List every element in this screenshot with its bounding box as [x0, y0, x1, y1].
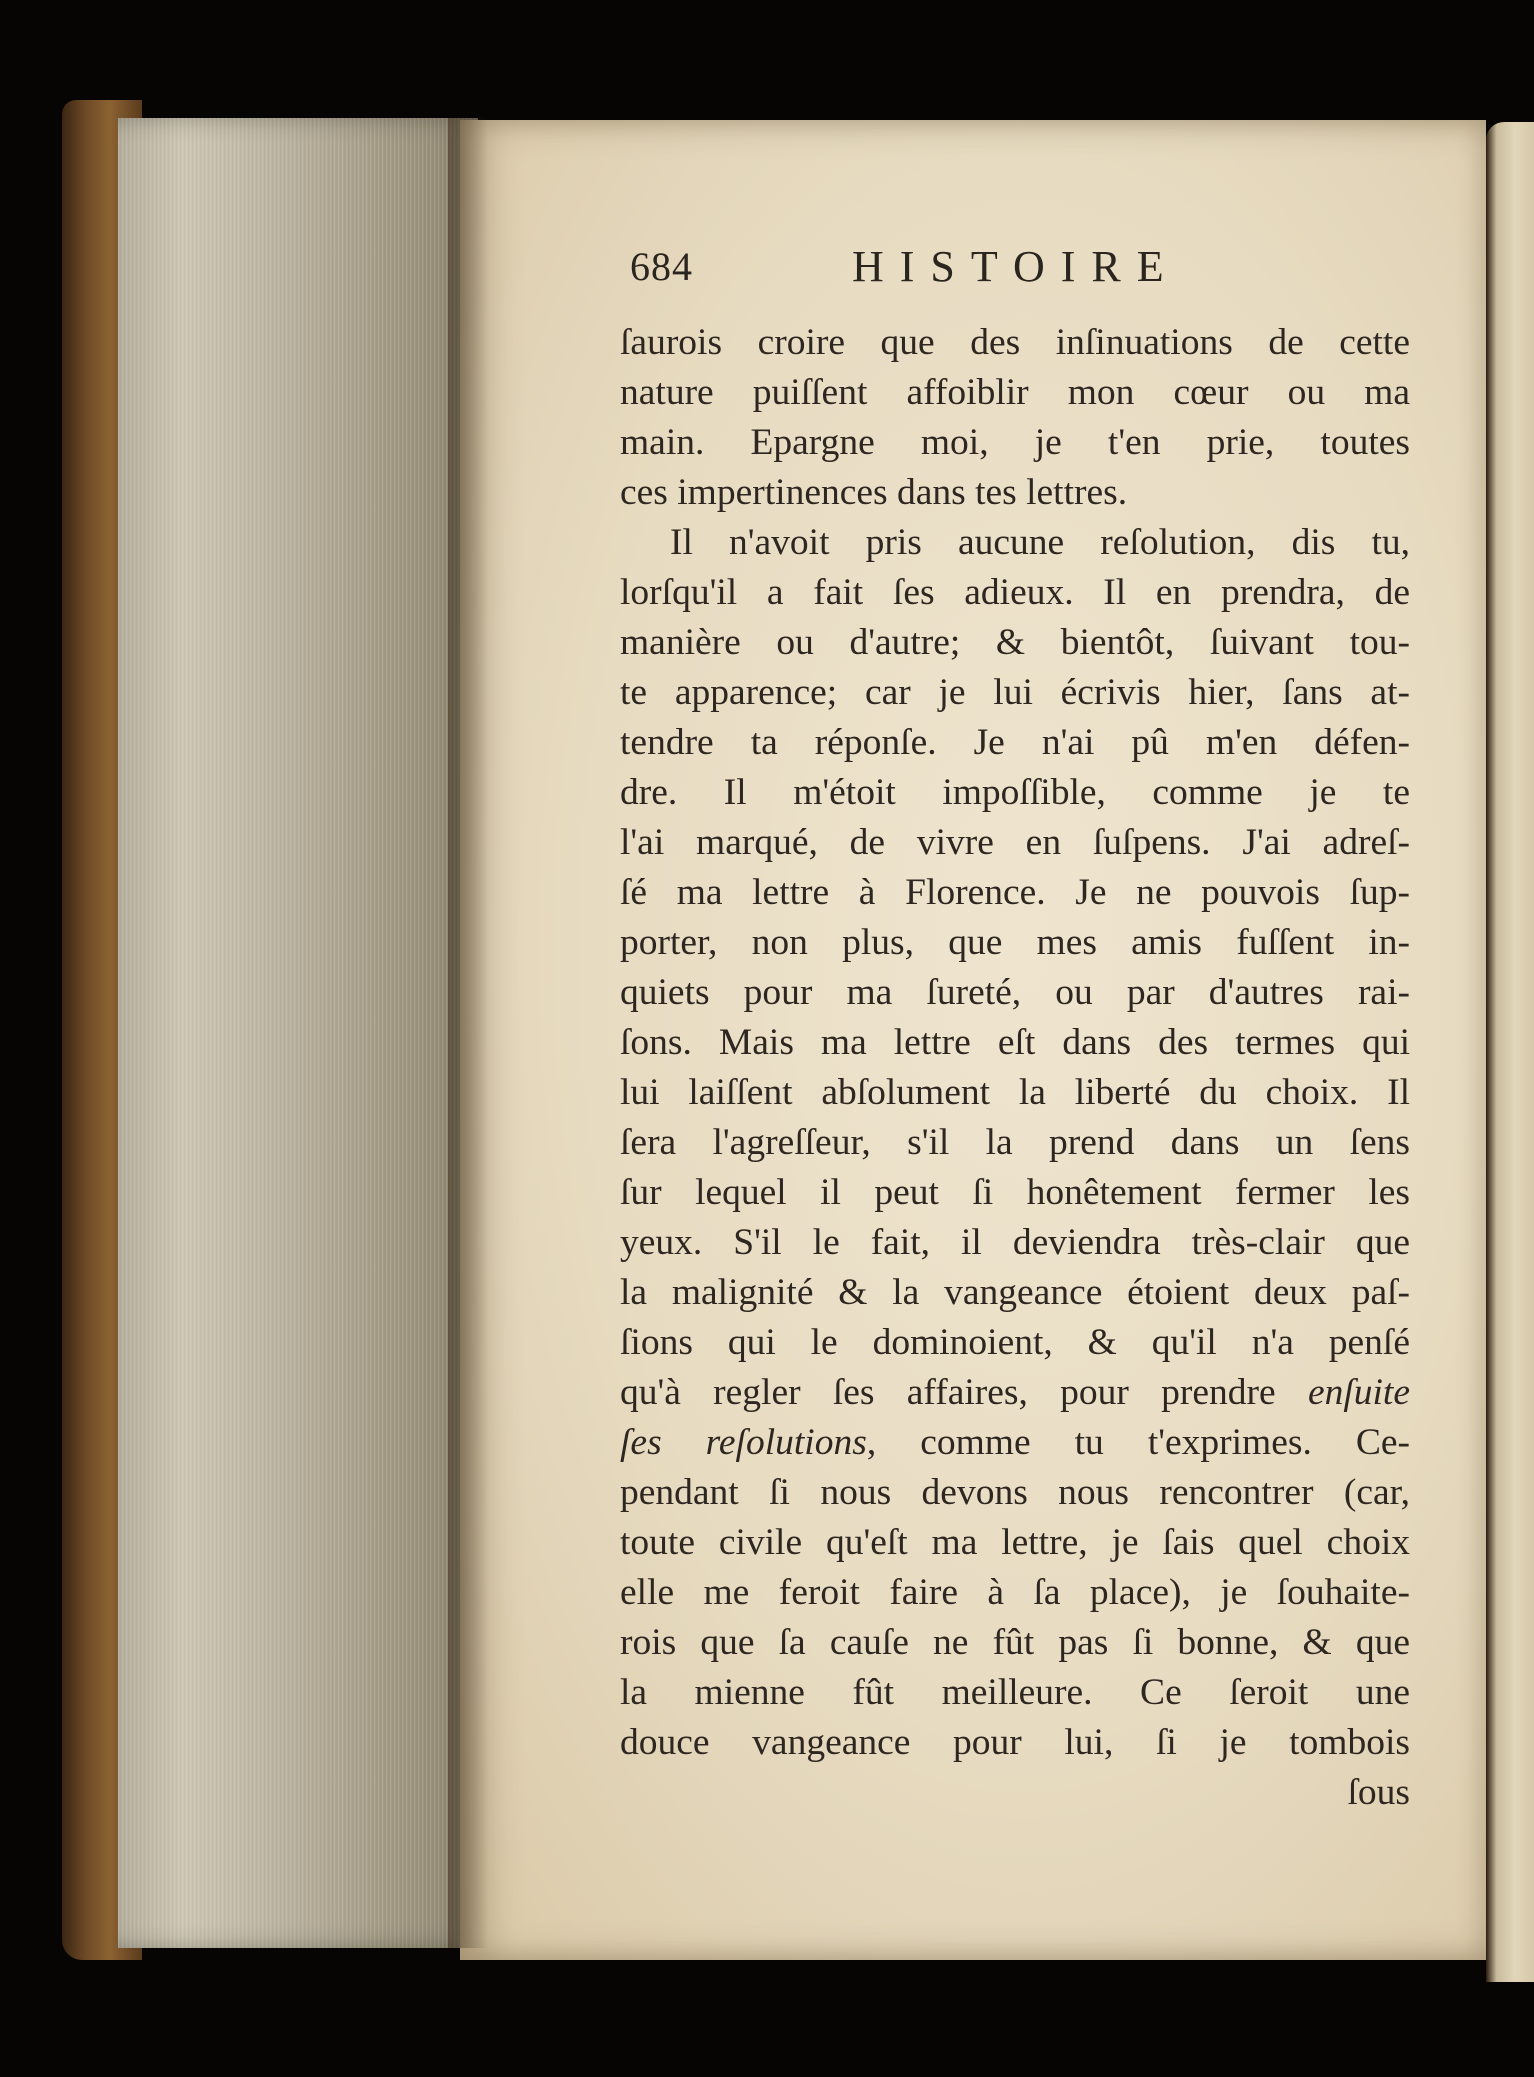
text-line: ſions qui le dominoient, & qu'il n'a penſé	[620, 1322, 1410, 1363]
text-line: toute civile qu'eſt ma lettre, je ſais quel choix	[620, 1522, 1410, 1563]
catchword: ſous	[1347, 1772, 1410, 1813]
text-line: rois que ſa cauſe ne fût pas ſi bonne, & que	[620, 1622, 1410, 1663]
text-line: tendre ta réponſe. Je n'ai pû m'en défen-	[620, 722, 1410, 763]
text-line: la mienne fût meilleure. Ce ſeroit une	[620, 1672, 1410, 1713]
text-line: porter, non plus, que mes amis fuſſent in-	[620, 922, 1410, 963]
running-title: HISTOIRE	[852, 242, 1180, 291]
text-line: ſes reſolutions, comme tu t'exprimes. Ce-	[620, 1422, 1410, 1463]
text-line: te apparence; car je lui écrivis hier, ſans at-	[620, 672, 1410, 713]
text-line: yeux. S'il le fait, il deviendra très-clair que	[620, 1222, 1410, 1263]
text-line: lorſqu'il a fait ſes adieux. Il en prendra, de	[620, 572, 1410, 613]
text-line: nature puiſſent affoiblir mon cœur ou ma	[620, 372, 1410, 413]
text-line: ces impertinences dans tes lettres.	[620, 472, 1128, 513]
text-line: Il n'avoit pris aucune reſolution, dis tu,	[670, 522, 1410, 563]
text-span: qu'à regler ſes affaires, pour prendre	[620, 1372, 1276, 1413]
italic-phrase: ſes reſolutions	[620, 1422, 867, 1463]
text-line: ſur lequel il peut ſi honêtement fermer les	[620, 1172, 1410, 1213]
text-line: l'ai marqué, de vivre en ſuſpens. J'ai adreſ-	[620, 822, 1410, 863]
text-line: lui laiſſent abſolument la liberté du choix. Il	[620, 1072, 1410, 1113]
text-line: ſons. Mais ma lettre eſt dans des termes qui	[620, 1022, 1410, 1063]
text-line: main. Epargne moi, je t'en prie, toutes	[620, 422, 1410, 463]
text-line: ſaurois croire que des inſinuations de cette	[620, 322, 1410, 363]
text-line: la malignité & la vangeance étoient deux paſ-	[620, 1272, 1410, 1313]
text-line: douce vangeance pour lui, ſi je tombois	[620, 1722, 1410, 1763]
text-line: ſé ma lettre à Florence. Je ne pouvois ſup-	[620, 872, 1410, 913]
next-page-edge	[1486, 122, 1534, 1982]
text-line	[620, 1368, 1410, 1418]
text-line: manière ou d'autre; & bientôt, ſuivant tou-	[620, 622, 1410, 663]
italic-word: enſuite	[1307, 1372, 1410, 1413]
text-line: quiets pour ma ſureté, ou par d'autres rai-	[620, 972, 1410, 1013]
text-line: ſera l'agreſſeur, s'il la prend dans un ſens	[620, 1122, 1410, 1163]
text-line: elle me feroit faire à ſa place), je ſouhaite-	[620, 1572, 1410, 1613]
page-block-edges	[118, 118, 478, 1948]
page-number: 684	[630, 244, 693, 289]
text-line: pendant ſi nous devons nous rencontrer (car,	[620, 1472, 1410, 1513]
text-line: dre. Il m'étoit impoſſible, comme je te	[620, 772, 1410, 813]
gutter-shadow	[448, 118, 488, 1948]
